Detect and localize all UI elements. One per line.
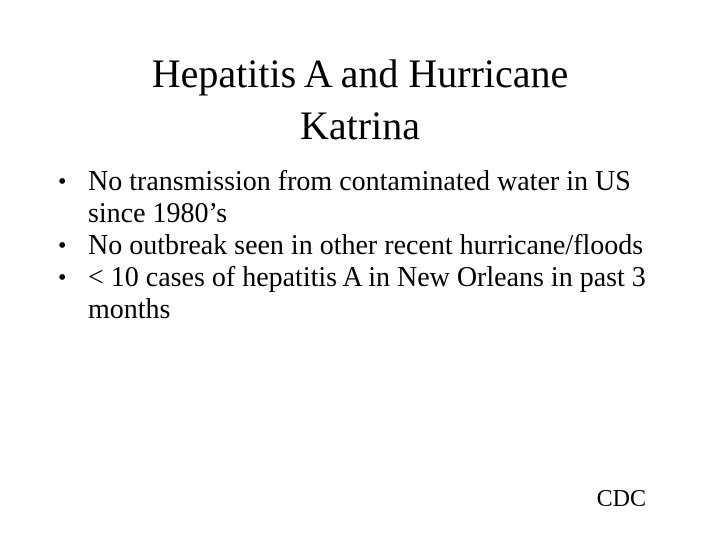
- bullet-marker: •: [58, 233, 67, 259]
- bullet-list: [58, 166, 678, 326]
- source-credit: CDC: [596, 486, 646, 512]
- bullet-text: No transmission from contaminated water in US since 1980’s: [88, 166, 631, 229]
- bullet-marker: •: [58, 265, 67, 291]
- bullet-item: [58, 166, 678, 230]
- slide-title-line-2: Katrina: [300, 103, 420, 148]
- slide-title: [60, 48, 660, 152]
- slide-title-line-1: Hepatitis A and Hurricane: [151, 51, 569, 96]
- bullet-item: [58, 262, 678, 326]
- bullet-text: No outbreak seen in other recent hurricane/floods: [88, 230, 644, 261]
- bullet-item: [58, 230, 678, 262]
- bullet-marker: •: [58, 169, 67, 195]
- bullet-text: < 10 cases of hepatitis A in New Orleans in past 3 months: [88, 262, 646, 325]
